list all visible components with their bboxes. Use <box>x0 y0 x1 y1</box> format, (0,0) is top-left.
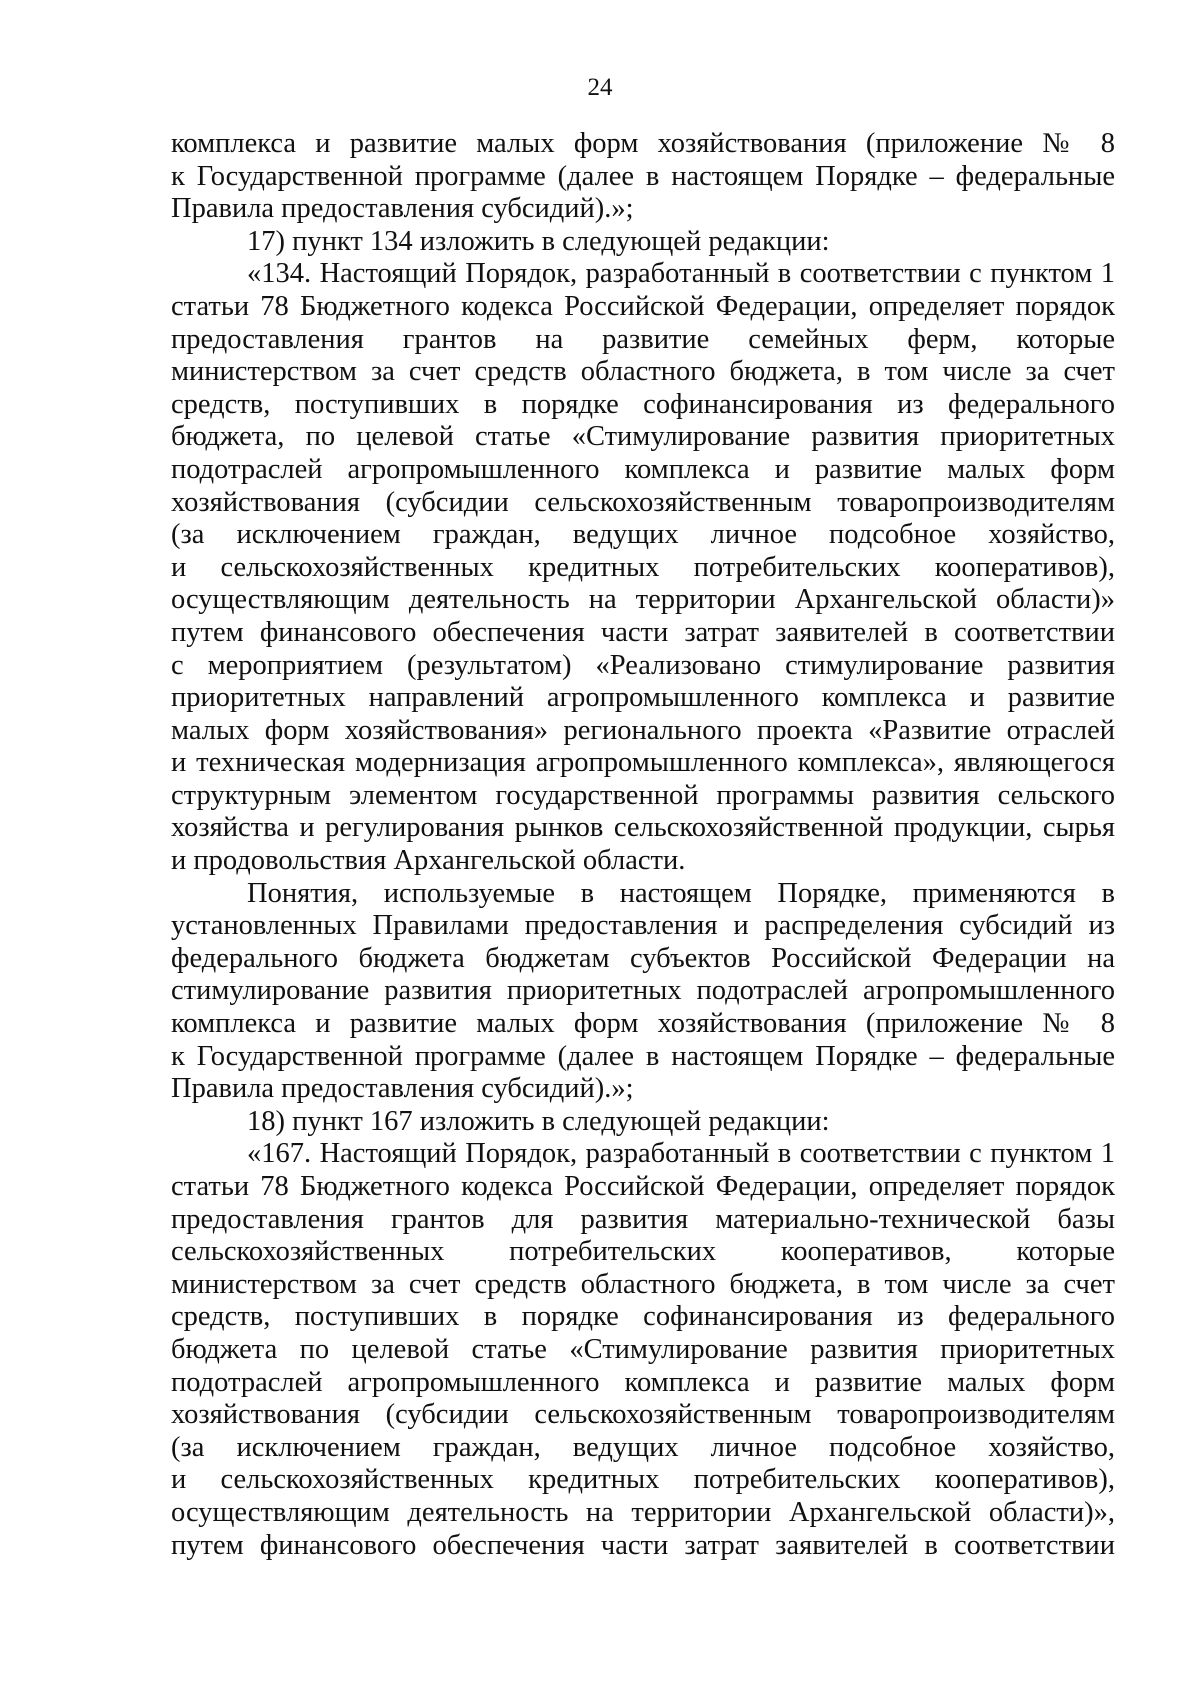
text-line: к Государственной программе (далее в настоящем Порядке – федеральные <box>171 160 1115 192</box>
text-line: путем финансового обеспечения части затрат заявителей в соответствии <box>171 1529 1115 1561</box>
text-line: 17) пункт 134 изложить в следующей редакции: <box>247 225 830 257</box>
document-body <box>171 128 1115 1562</box>
text-line: бюджета, по целевой статье «Стимулирование развития приоритетных <box>171 421 1115 453</box>
text-line: «167. Настоящий Порядок, разработанный в соответствии с пунктом 1 <box>247 1138 1115 1170</box>
text-line: подотраслей агропромышленного комплекса и развитие малых форм <box>171 453 1115 485</box>
text-line: предоставления грантов на развитие семейных ферм, которые <box>171 323 1115 355</box>
text-line: сельскохозяйственных потребительских кооперативов, которые <box>171 1236 1115 1268</box>
text-line: комплекса и развитие малых форм хозяйствования (приложение № 8 <box>171 1008 1115 1040</box>
text-line: (за исключением граждан, ведущих личное подсобное хозяйство, <box>171 1431 1115 1463</box>
text-line: и сельскохозяйственных кредитных потребительских кооперативов), <box>171 1464 1115 1496</box>
text-line: Понятия, используемые в настоящем Порядке, применяются в <box>247 877 1115 909</box>
text-line: статьи 78 Бюджетного кодекса Российской Федерации, определяет порядок <box>171 1171 1115 1202</box>
text-line: федерального бюджета бюджетам субъектов Российской Федерации на <box>171 942 1115 974</box>
text-line: министерством за счет средств областного бюджета, в том числе за счет <box>171 356 1115 388</box>
text-line: структурным элементом государственной программы развития сельского <box>171 779 1115 811</box>
text-line: осуществляющим деятельность на территории Архангельской области)», <box>171 1496 1115 1528</box>
text-line: малых форм хозяйствования» регионального проекта «Развитие отраслей <box>171 714 1115 746</box>
text-line: стимулирование развития приоритетных подотраслей агропромышленного <box>171 975 1115 1007</box>
text-line: комплекса и развитие малых форм хозяйствования (приложение № 8 <box>171 128 1115 159</box>
text-line: подотраслей агропромышленного комплекса и развитие малых форм <box>171 1366 1115 1398</box>
text-line: средств, поступивших в порядке софинансирования из федерального <box>171 388 1115 420</box>
text-line: и техническая модернизация агропромышленного комплекса», являющегося <box>171 747 1115 779</box>
text-line: к Государственной программе (далее в настоящем Порядке – федеральные <box>171 1040 1115 1072</box>
text-line: «134. Настоящий Порядок, разработанный в соответствии с пунктом 1 <box>247 258 1115 290</box>
text-line: Правила предоставления субсидий).»; <box>171 193 634 225</box>
text-line: 18) пункт 167 изложить в следующей редакции: <box>247 1105 830 1137</box>
page-number: 24 <box>587 74 613 101</box>
text-line: Правила предоставления субсидий).»; <box>171 1073 634 1105</box>
text-line: и продовольствия Архангельской области. <box>171 845 686 877</box>
text-line: приоритетных направлений агропромышленного комплекса и развитие <box>171 682 1115 714</box>
text-line: статьи 78 Бюджетного кодекса Российской Федерации, определяет порядок <box>171 290 1115 322</box>
text-line: путем финансового обеспечения части затрат заявителей в соответствии <box>171 616 1115 648</box>
text-line: предоставления грантов для развития материально-технической базы <box>171 1203 1115 1235</box>
text-line: (за исключением граждан, ведущих личное подсобное хозяйство, <box>171 519 1115 551</box>
text-line: и сельскохозяйственных кредитных потребительских кооперативов), <box>171 551 1115 583</box>
text-line: хозяйствования (субсидии сельскохозяйственным товаропроизводителям <box>171 1399 1115 1431</box>
text-line: хозяйства и регулирования рынков сельскохозяйственной продукции, сырья <box>171 812 1115 844</box>
text-line: средств, поступивших в порядке софинансирования из федерального <box>171 1301 1115 1333</box>
text-line: установленных Правилами предоставления и распределения субсидий из <box>171 910 1115 942</box>
text-line: бюджета по целевой статье «Стимулирование развития приоритетных <box>171 1333 1115 1365</box>
text-line: министерством за счет средств областного бюджета, в том числе за счет <box>171 1268 1115 1300</box>
text-line: хозяйствования (субсидии сельскохозяйственным товаропроизводителям <box>171 486 1115 518</box>
text-line: осуществляющим деятельность на территории Архангельской области)» <box>171 584 1115 616</box>
text-line: с мероприятием (результатом) «Реализовано стимулирование развития <box>171 649 1115 681</box>
